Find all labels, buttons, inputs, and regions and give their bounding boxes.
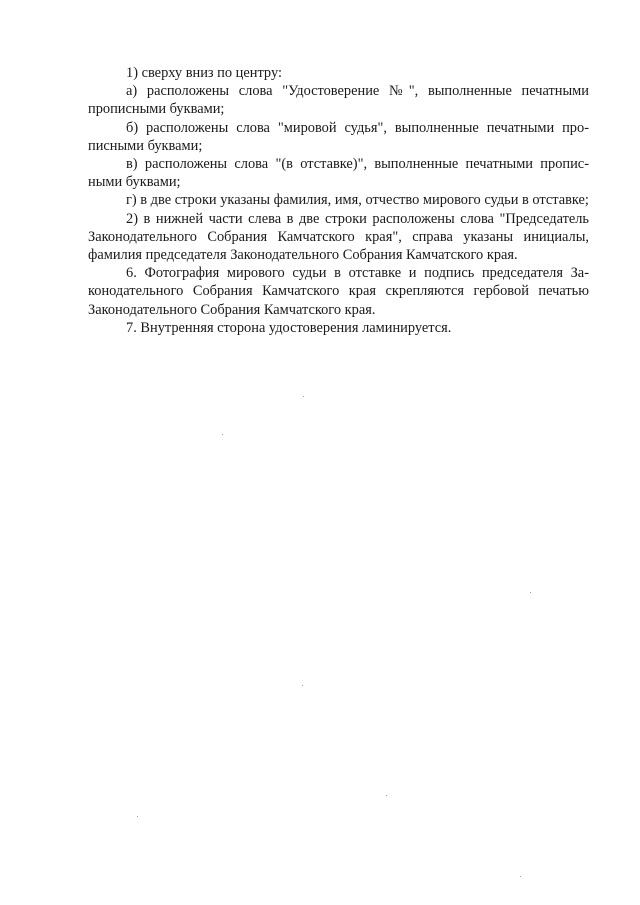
paragraph-item-1c: в) расположены слова "(в отставке)", выполненные печатными прописными буквами; <box>88 156 589 191</box>
paragraph-section-7: 7. Внутренняя сторона удостоверения ламинируется. <box>126 319 452 336</box>
paragraph-item-1b: б) расположены слова "мировой судья", выполненные печатными прописными буквами; <box>88 119 589 154</box>
paragraph-item-1a: а) расположены слова "Удостоверение №", выполненные печатными прописными буквами; <box>88 83 589 118</box>
paragraph-section-6: 6. Фотография мирового судьи в отставке и подпись председателя Законодательного Собрания Камчатского края скрепляются гербовой печатью Законодательного Собрания Камчатского края. <box>88 265 589 318</box>
scan-speck <box>222 434 223 435</box>
scan-speck <box>137 816 138 817</box>
paragraph-item-1d: г) в две строки указаны фамилия, имя, отчество мирового судьи в отставке; <box>126 192 589 209</box>
scan-speck <box>520 876 521 877</box>
document-body <box>88 64 589 337</box>
scan-speck <box>302 685 303 686</box>
scan-speck <box>530 592 531 593</box>
paragraph-item-1: 1) сверху вниз по центру: <box>126 65 282 81</box>
scan-speck <box>386 795 387 796</box>
scan-speck <box>303 396 304 397</box>
paragraph-item-2: 2) в нижней части слева в две строки расположены слова "Председатель Законодательного Собрания Камчатского края", справа указаны инициалы, фамилия председателя Законодательного Собрания Камчатского края. <box>88 210 589 264</box>
